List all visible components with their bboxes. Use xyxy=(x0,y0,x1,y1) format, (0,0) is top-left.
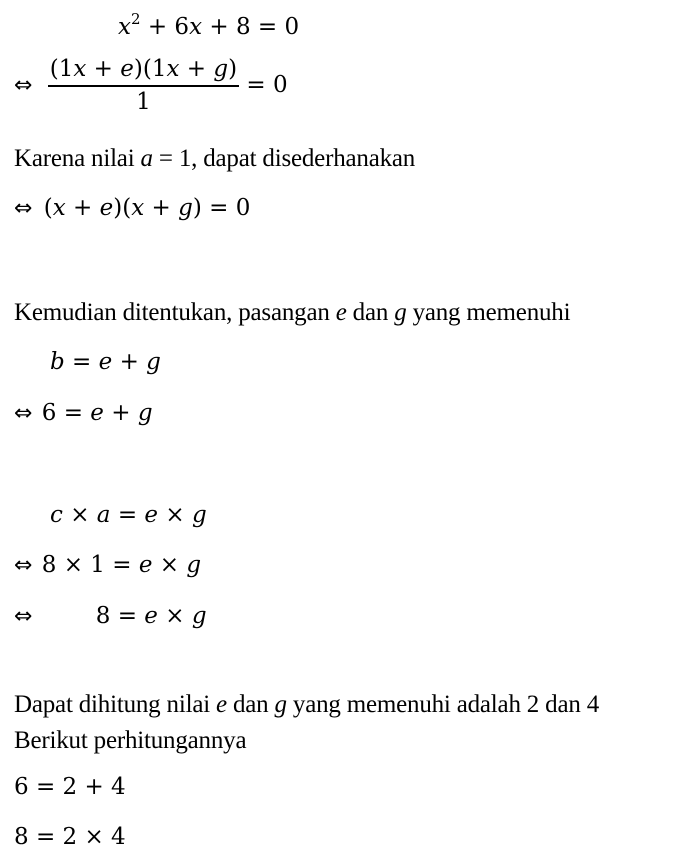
equation-fraction xyxy=(14,58,288,114)
paragraph-berikut: Berikut perhitungannya xyxy=(14,727,247,754)
var-x: x xyxy=(118,14,131,40)
fraction-denominator: 1 xyxy=(136,89,151,115)
equation-6-sum: ⇔ 6 = e + g xyxy=(14,400,153,426)
equation-quadratic: $x^2 + 6x + 8 = 0$ xyxy=(118,10,300,40)
paragraph-kemudian: Kemudian ditentukan, pasangan e dan g yang memenuhi xyxy=(14,299,571,326)
var-x: x xyxy=(189,14,203,40)
equation-b-sum: b = e + g xyxy=(50,349,161,375)
equation-8x1-product: ⇔ 8 × 1 = e × g xyxy=(14,552,202,578)
equation-simplified: ⇔ (x + e)(x + g) = 0 xyxy=(14,195,251,221)
iff-symbol: ⇔ xyxy=(14,73,33,98)
fraction-numerator: (1x + e)(1x + g) xyxy=(48,58,239,87)
iff-symbol: ⇔ xyxy=(14,553,33,578)
exponent: 2 xyxy=(130,10,141,28)
equation-8-product: ⇔ 8 = e × g xyxy=(14,603,207,629)
paragraph-karena: Karena nilai a = 1, dapat disederhanakan xyxy=(14,145,416,172)
fraction xyxy=(48,58,239,114)
iff-symbol: ⇔ xyxy=(14,604,33,629)
equation-sum-check: 6 = 2 + 4 xyxy=(14,774,126,800)
iff-symbol: ⇔ xyxy=(14,401,33,426)
equation-rhs: = 0 xyxy=(239,72,288,98)
iff-symbol: ⇔ xyxy=(14,196,33,221)
equation-product-check: 8 = 2 × 4 xyxy=(14,824,126,850)
paragraph-dapat: Dapat dihitung nilai e dan g yang memenuhi adalah 2 dan 4 xyxy=(14,691,600,718)
equation-c-product: c × a = e × g xyxy=(50,502,207,528)
var-a: a xyxy=(140,145,153,172)
